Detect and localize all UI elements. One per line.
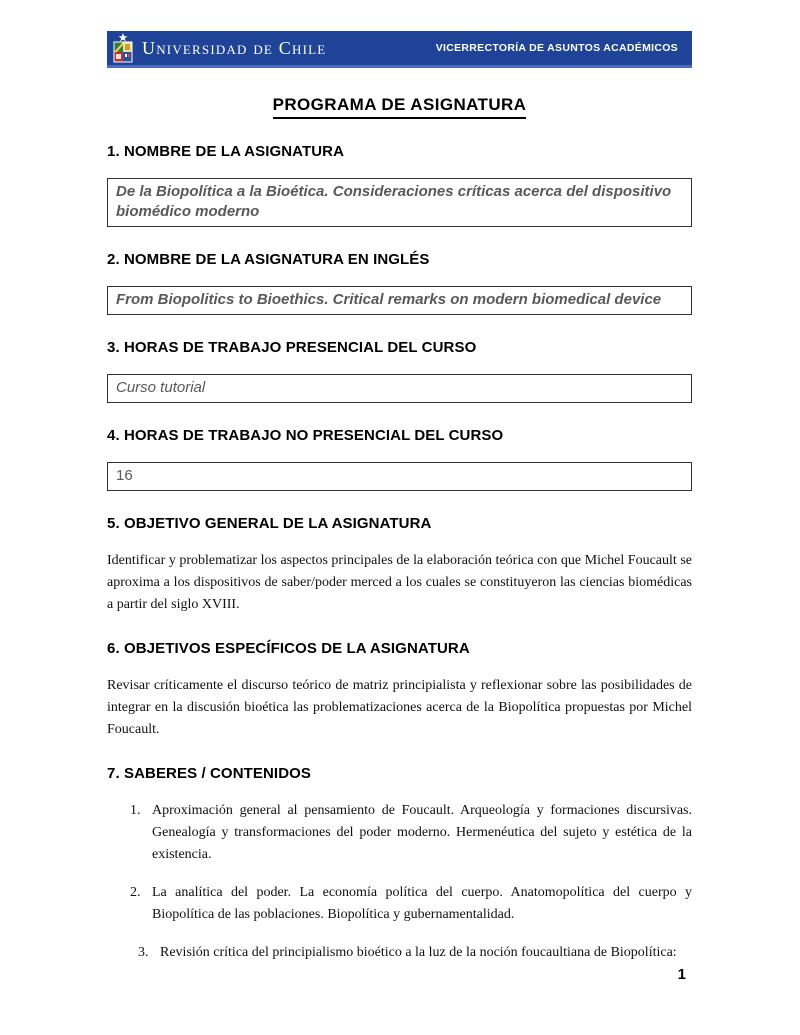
- vicerrectoria-label: VICERRECTORÍA DE ASUNTOS ACADÉMICOS: [435, 42, 678, 54]
- section-5-heading: 5. OBJETIVO GENERAL DE LA ASIGNATURA: [107, 515, 432, 532]
- university-crest-icon: [112, 32, 134, 65]
- list-item: [107, 942, 692, 964]
- section-3-value-box: Curso tutorial: [107, 374, 692, 403]
- list-item-text: Revisión crítica del principialismo bioético a la luz de la noción foucaultiana de Biopolítica:: [160, 945, 677, 960]
- section-6-heading: 6. OBJETIVOS ESPECÍFICOS DE LA ASIGNATURA: [107, 640, 470, 657]
- section-2-heading: 2. NOMBRE DE LA ASIGNATURA EN INGLÉS: [107, 251, 430, 268]
- section-3-heading: 3. HORAS DE TRABAJO PRESENCIAL DEL CURSO: [107, 339, 477, 356]
- list-item-text: Aproximación general al pensamiento de Foucault. Arqueología y formaciones discursivas. Genealogía y transformaciones del poder moderno. Hermenéutica del sujeto y estética de la existencia.: [152, 803, 692, 862]
- list-item-number: 1.: [130, 803, 141, 818]
- section-6-paragraph: Revisar críticamente el discurso teórico de matriz principialista y reflexionar sobre las posibilidades de integrar en la discusión bioética las problematizaciones acerca de la Biopolítica propuestas por Michel Foucault.: [107, 678, 692, 737]
- section-1-value-box: De la Biopolítica a la Bioética. Consideraciones críticas acerca del dispositivo biomédico moderno: [107, 178, 692, 227]
- section-7-heading: 7. SABERES / CONTENIDOS: [107, 765, 312, 782]
- document-title: PROGRAMA DE ASIGNATURA: [273, 95, 527, 119]
- list-item: [107, 800, 692, 866]
- list-item-number: 2.: [130, 885, 141, 900]
- university-name: Universidad de Chile: [142, 37, 327, 58]
- university-brand: [112, 31, 326, 65]
- section-2-value-box: From Biopolitics to Bioethics. Critical remarks on modern biomedical device: [107, 286, 692, 315]
- section-4-value-box: 16: [107, 462, 692, 491]
- section-5-paragraph: Identificar y problematizar los aspectos principales de la elaboración teórica con que Michel Foucault se aproxima a los dispositivos de saber/poder merced a los cuales se constituyeron las ciencias biomédicas a partir del siglo XVIII.: [107, 553, 692, 612]
- contents-list: [107, 800, 692, 964]
- page-number: 1: [677, 966, 686, 983]
- header-bar: [107, 31, 692, 68]
- list-item-number: 3.: [138, 945, 149, 960]
- list-item: [107, 882, 692, 926]
- section-1-heading: 1. NOMBRE DE LA ASIGNATURA: [107, 143, 345, 160]
- list-item-text: La analítica del poder. La economía política del cuerpo. Anatomopolítica del cuerpo y Biopolítica de las poblaciones. Biopolítica y gubernamentalidad.: [152, 885, 692, 922]
- section-4-heading: 4. HORAS DE TRABAJO NO PRESENCIAL DEL CURSO: [107, 427, 504, 444]
- document-title-row: [107, 95, 692, 119]
